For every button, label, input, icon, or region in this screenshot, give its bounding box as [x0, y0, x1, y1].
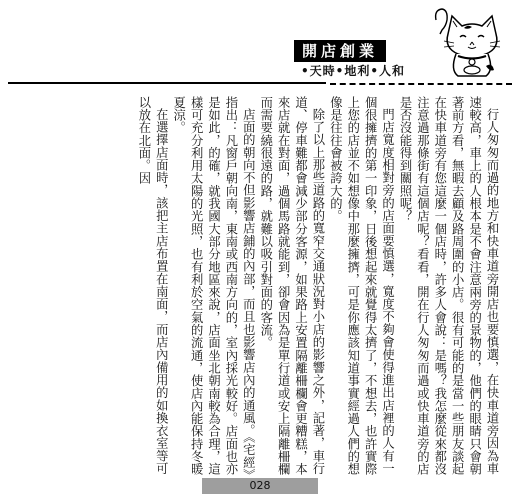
paragraph: 門店寬度相對旁的店面要慎選，寬度不夠會使得進出店裡的人有一個很擁擠的第一印象，日後想起來就覺得太擠了，不想去，也許實際上您的店並不如想像中那麼擁擠，可是你應該知道事實經過人們的想像是往往會被誇大的。	[328, 96, 395, 476]
lucky-cat-icon	[430, 4, 512, 78]
paragraph: 行人匆匆而過的地方和快車道旁開店也要慎選，在快車道旁因為車速較高，車上的人根本是不會注意兩旁的景物的，他們的眼睛只會朝著前方看，無暇去顧及路周圍的小店。很有可能的是當一些朋友談起在快車道旁有您這麼一個店時，許多人會說：是嗎？我怎麼從來都沒注意過那條街有這個店呢？看看，開在行人匆匆而過或快車道旁的店是否沒能得到關照呢？	[397, 96, 499, 476]
paragraph: 在選擇店面時，該把主店布置在南面，而店內備用的如換衣室等可以放在北面。因	[136, 96, 169, 476]
page-number: 028	[202, 478, 318, 494]
page-title: 開店創業	[294, 40, 386, 62]
page-header	[0, 0, 520, 90]
paragraph: 除了以上那些道路的寬窄交通狀況對小店的影響之外，記著，車行道、停車難都會減少部分客源，如果路上安置隔離柵欄會更糟糕，本來店就在對面，過個馬路就能到，卻會因為是單行道或安上隔離柵欄而需要繞很遠的路，就難以吸引對面的客流。	[258, 96, 325, 476]
header-rule	[8, 82, 326, 84]
paragraph: 店面的朝向不但影響店鋪的內部，而且也影響店內的通風。《宅經》指出：凡窗戶朝向南，東南或西南方向的，室內採光較好。店面也亦是如此，的確，就我國大部分地區來說，店面坐北朝南較為合理，這樣可充分利用太陽的光照，也有利於空氣的流通，使店內能保持冬暖夏涼。	[171, 96, 256, 476]
header-dashed-rule	[330, 83, 512, 85]
article-body	[16, 96, 500, 476]
page-subtitle: •天時•地利•人和	[300, 64, 405, 78]
